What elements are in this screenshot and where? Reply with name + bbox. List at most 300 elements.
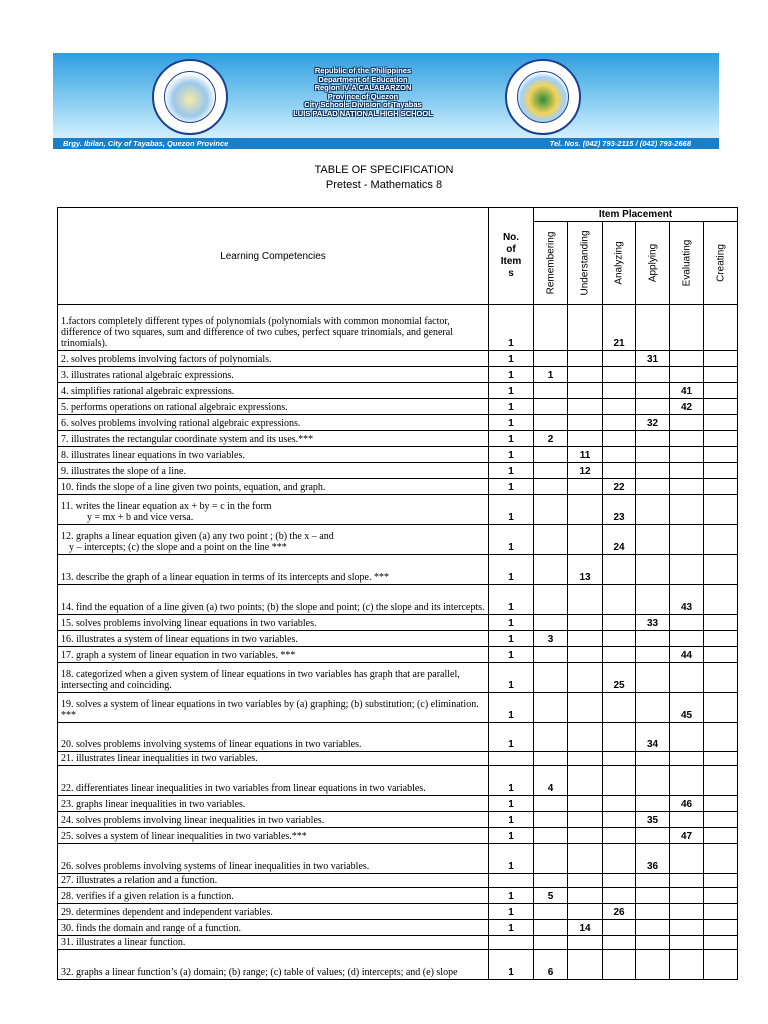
table-row (58, 447, 738, 463)
competency-text: 15. solves problems involving linear equations in two variables. (61, 618, 317, 629)
items-count-cell (489, 936, 534, 950)
org-line: City Schools Division of Tayabas (304, 100, 422, 110)
competency-text: 22. differentiates linear inequalities in two variables from linear equations in two variables. (61, 783, 426, 794)
placement-cell (568, 431, 603, 447)
placement-cell (568, 888, 603, 904)
school-telephone: Tel. Nos. (042) 793-2115 / (042) 793-2668 (549, 139, 691, 148)
competency-cell (58, 936, 489, 950)
placement-cell (704, 766, 738, 796)
table-row (58, 828, 738, 844)
placement-cell (670, 904, 704, 920)
placement-cell (568, 663, 603, 693)
placement-cell (534, 796, 568, 812)
placement-cell (670, 723, 704, 752)
placement-header: Item Placement (534, 208, 738, 222)
competency-cell (58, 796, 489, 812)
items-count-cell: 1 (489, 463, 534, 479)
items-count-cell: 1 (489, 367, 534, 383)
placement-cell: 42 (670, 399, 704, 415)
competency-text: 23. graphs linear inequalities in two variables. (61, 799, 246, 810)
competency-text: 29. determines dependent and independent variables. (61, 907, 273, 918)
placement-cell (670, 415, 704, 431)
items-count-cell: 1 (489, 351, 534, 367)
competency-text: 16. illustrates a system of linear equations in two variables. (61, 634, 298, 645)
placement-cell (704, 812, 738, 828)
items-count-cell: 1 (489, 305, 534, 351)
placement-cell (636, 796, 670, 812)
placement-cell (670, 663, 704, 693)
placement-cell (568, 647, 603, 663)
placement-cell (534, 920, 568, 936)
placement-cell (704, 463, 738, 479)
placement-cell (670, 479, 704, 495)
items-count-cell: 1 (489, 615, 534, 631)
table-row (58, 766, 738, 796)
placement-cell (704, 525, 738, 555)
contact-strip (53, 138, 719, 149)
items-count-cell: 1 (489, 555, 534, 585)
placement-cell: 21 (603, 305, 636, 351)
table-row (58, 796, 738, 812)
competency-text: 18. categorized when a given system of linear equations in two variables has graph that are parallel, intersecting and coinciding. (61, 669, 460, 691)
placement-cell (670, 888, 704, 904)
school-seal-icon (505, 59, 581, 135)
placement-cell (636, 904, 670, 920)
level-header: Remembering (534, 222, 568, 305)
competency-text: 12. graphs a linear equation given (a) any two point ; (b) the x – and (61, 531, 334, 542)
table-row (58, 752, 738, 766)
items-count-cell (489, 874, 534, 888)
placement-cell (704, 415, 738, 431)
placement-cell (704, 383, 738, 399)
placement-cell (603, 463, 636, 479)
items-count-cell: 1 (489, 631, 534, 647)
competency-text: 13. describe the graph of a linear equation in terms of its intercepts and slope. *** (61, 572, 389, 583)
items-count-cell: 1 (489, 415, 534, 431)
competency-text: 24. solves problems involving linear inequalities in two variables. (61, 815, 325, 826)
placement-cell: 34 (636, 723, 670, 752)
table-row (58, 904, 738, 920)
placement-cell (568, 495, 603, 525)
placement-cell: 11 (568, 447, 603, 463)
competency-cell (58, 367, 489, 383)
placement-cell: 3 (534, 631, 568, 647)
specification-table (57, 207, 738, 980)
placement-cell (636, 663, 670, 693)
items-count-cell: 1 (489, 812, 534, 828)
competency-text: 4. simplifies rational algebraic expressions. (61, 386, 235, 397)
placement-cell (704, 874, 738, 888)
placement-cell (704, 631, 738, 647)
competency-text: 7. illustrates the rectangular coordinate system and its uses.*** (61, 434, 314, 445)
placement-cell: 6 (534, 950, 568, 980)
placement-cell: 26 (603, 904, 636, 920)
competency-cell (58, 555, 489, 585)
deped-seal-icon (152, 59, 228, 135)
placement-cell (568, 936, 603, 950)
placement-cell (670, 631, 704, 647)
competency-cell (58, 693, 489, 723)
placement-cell (568, 415, 603, 431)
placement-cell (534, 936, 568, 950)
placement-cell (636, 693, 670, 723)
placement-cell (636, 463, 670, 479)
placement-cell (568, 367, 603, 383)
competency-cell (58, 828, 489, 844)
placement-cell (704, 367, 738, 383)
placement-cell (636, 383, 670, 399)
items-count-cell: 1 (489, 399, 534, 415)
placement-cell (704, 920, 738, 936)
level-header: Analyzing (603, 222, 636, 305)
placement-cell (568, 796, 603, 812)
placement-cell: 45 (670, 693, 704, 723)
placement-cell: 44 (670, 647, 704, 663)
competency-cell (58, 844, 489, 874)
placement-cell (603, 920, 636, 936)
placement-cell: 14 (568, 920, 603, 936)
table-row (58, 936, 738, 950)
competency-text: 10. finds the slope of a line given two points, equation, and graph. (61, 482, 326, 493)
placement-cell (670, 752, 704, 766)
table-row (58, 415, 738, 431)
placement-cell (568, 479, 603, 495)
placement-cell (534, 305, 568, 351)
items-count-cell: 1 (489, 383, 534, 399)
table-row (58, 383, 738, 399)
placement-cell (603, 950, 636, 980)
placement-cell (534, 693, 568, 723)
items-count-cell: 1 (489, 888, 534, 904)
competency-cell (58, 766, 489, 796)
placement-cell (636, 647, 670, 663)
placement-cell (534, 415, 568, 431)
competency-text: 3. illustrates rational algebraic expressions. (61, 370, 234, 381)
table-row (58, 615, 738, 631)
competency-text: 32. graphs a linear function’s (a) domain; (b) range; (c) table of values; (d) intercepts; and (e) slope (61, 967, 458, 978)
placement-cell: 43 (670, 585, 704, 615)
placement-cell (568, 844, 603, 874)
competency-text: 17. graph a system of linear equation in two variables. *** (61, 650, 296, 661)
placement-cell (534, 447, 568, 463)
placement-cell (670, 305, 704, 351)
placement-cell (670, 431, 704, 447)
placement-cell (534, 463, 568, 479)
placement-cell (704, 447, 738, 463)
placement-cell: 24 (603, 525, 636, 555)
placement-cell: 25 (603, 663, 636, 693)
placement-cell: 12 (568, 463, 603, 479)
placement-cell: 5 (534, 888, 568, 904)
table-row (58, 495, 738, 525)
items-count-cell (489, 752, 534, 766)
placement-cell (704, 555, 738, 585)
placement-cell (534, 723, 568, 752)
competency-text: 19. solves a system of linear equations in two variables by (a) graphing; (b) substitution; (c) elimination. *** (61, 699, 479, 721)
placement-cell: 31 (636, 351, 670, 367)
level-header: Creating (704, 222, 738, 305)
items-count-cell: 1 (489, 525, 534, 555)
level-header: Understanding (568, 222, 603, 305)
placement-cell (636, 950, 670, 980)
placement-cell: 13 (568, 555, 603, 585)
placement-cell (636, 888, 670, 904)
items-count-cell: 1 (489, 663, 534, 693)
placement-cell (704, 936, 738, 950)
placement-cell (534, 874, 568, 888)
table-row (58, 431, 738, 447)
placement-cell (534, 383, 568, 399)
placement-cell (704, 752, 738, 766)
org-line: Department of Education (318, 74, 408, 84)
items-count-cell: 1 (489, 647, 534, 663)
placement-cell (704, 950, 738, 980)
competency-cell (58, 631, 489, 647)
placement-cell (670, 447, 704, 463)
placement-cell (603, 585, 636, 615)
placement-cell (603, 874, 636, 888)
placement-cell (603, 936, 636, 950)
placement-cell (568, 631, 603, 647)
placement-cell (603, 647, 636, 663)
placement-cell (568, 874, 603, 888)
competency-cell (58, 495, 489, 525)
placement-cell (568, 351, 603, 367)
table-row (58, 585, 738, 615)
placement-cell (704, 828, 738, 844)
placement-cell (603, 383, 636, 399)
placement-cell (636, 431, 670, 447)
placement-cell (568, 585, 603, 615)
school-address: Brgy. Ibilan, City of Tayabas, Quezon Province (63, 139, 229, 148)
placement-cell (534, 479, 568, 495)
placement-cell (670, 766, 704, 796)
table-row (58, 647, 738, 663)
placement-cell: 33 (636, 615, 670, 631)
table-row (58, 305, 738, 351)
placement-cell (670, 615, 704, 631)
placement-cell (704, 399, 738, 415)
placement-cell: 2 (534, 431, 568, 447)
placement-cell (636, 920, 670, 936)
org-line: Region IV-A CALABARZON (314, 83, 412, 93)
placement-cell (534, 647, 568, 663)
items-count-cell: 1 (489, 447, 534, 463)
placement-cell (603, 888, 636, 904)
placement-cell (568, 950, 603, 980)
table-row (58, 888, 738, 904)
placement-cell (636, 936, 670, 950)
competency-text: 5. performs operations on rational algebraic expressions. (61, 402, 288, 413)
competency-text: 20. solves problems involving systems of linear equations in two variables. (61, 739, 362, 750)
placement-cell (603, 752, 636, 766)
table-row (58, 693, 738, 723)
table-row (58, 631, 738, 647)
competency-cell (58, 874, 489, 888)
placement-cell (636, 555, 670, 585)
table-row (58, 723, 738, 752)
competency-text: 30. finds the domain and range of a function. (61, 923, 241, 934)
placement-cell (568, 723, 603, 752)
table-row (58, 525, 738, 555)
org-line: Republic of the Philippines (314, 66, 412, 75)
items-count-cell: 1 (489, 796, 534, 812)
org-line: Province of Quezon (327, 91, 399, 101)
table-row (58, 555, 738, 585)
placement-cell (670, 874, 704, 888)
placement-cell (603, 415, 636, 431)
org-line: LUIS PALAD NATIONAL HIGH SCHOOL (293, 108, 433, 118)
placement-cell (603, 812, 636, 828)
level-header: Applying (636, 222, 670, 305)
document-subtitle: Pretest - Mathematics 8 (325, 179, 443, 191)
placement-cell: 1 (534, 367, 568, 383)
competency-text: 31. illustrates a linear function. (61, 937, 186, 948)
placement-cell (670, 812, 704, 828)
placement-cell (704, 495, 738, 525)
placement-cell (603, 615, 636, 631)
placement-cell (704, 663, 738, 693)
placement-cell (636, 525, 670, 555)
placement-cell (603, 631, 636, 647)
placement-cell (670, 525, 704, 555)
table-row (58, 479, 738, 495)
placement-cell (603, 399, 636, 415)
competency-cell (58, 663, 489, 693)
items-count-cell: 1 (489, 585, 534, 615)
placement-cell (534, 399, 568, 415)
placement-cell: 22 (603, 479, 636, 495)
table-row (58, 874, 738, 888)
items-count-cell: 1 (489, 495, 534, 525)
placement-cell (670, 555, 704, 585)
competency-cell (58, 904, 489, 920)
placement-cell (636, 828, 670, 844)
items-count-cell: 1 (489, 766, 534, 796)
competency-cell (58, 752, 489, 766)
placement-cell (636, 585, 670, 615)
placement-cell (670, 367, 704, 383)
competency-text: 27. illustrates a relation and a function. (61, 875, 218, 886)
placement-cell (704, 693, 738, 723)
competency-text-continued: y – intercepts; (c) the slope and a point on the line *** (69, 542, 287, 553)
organization-block (233, 67, 493, 119)
items-count-cell: 1 (489, 920, 534, 936)
placement-cell (603, 351, 636, 367)
competency-text: 8. illustrates linear equations in two variables. (61, 450, 245, 461)
placement-cell (568, 525, 603, 555)
items-header: No. of Item s (489, 208, 534, 305)
placement-cell (603, 766, 636, 796)
placement-cell (704, 351, 738, 367)
placement-cell (636, 399, 670, 415)
placement-cell (636, 305, 670, 351)
placement-cell (670, 495, 704, 525)
placement-cell (636, 447, 670, 463)
competency-cell (58, 525, 489, 555)
placement-cell (534, 752, 568, 766)
competency-cell (58, 920, 489, 936)
placement-cell: 46 (670, 796, 704, 812)
placement-cell (568, 615, 603, 631)
placement-cell (568, 693, 603, 723)
table-row (58, 463, 738, 479)
competency-cell (58, 812, 489, 828)
placement-cell (534, 844, 568, 874)
competency-text: 14. find the equation of a line given (a) two points; (b) the slope and point; (c) the slope and its intercepts. (61, 602, 485, 613)
placement-cell (670, 920, 704, 936)
placement-cell (568, 399, 603, 415)
placement-cell (603, 844, 636, 874)
placement-cell (534, 663, 568, 693)
placement-cell (704, 479, 738, 495)
placement-cell (603, 367, 636, 383)
competency-cell (58, 647, 489, 663)
placement-cell (704, 844, 738, 874)
competency-text-continued: y = mx + b and vice versa. (87, 512, 194, 523)
competency-text: 2. solves problems involving factors of polynomials. (61, 354, 272, 365)
placement-cell (704, 305, 738, 351)
placement-cell: 36 (636, 844, 670, 874)
placement-cell (636, 874, 670, 888)
competency-text: 6. solves problems involving rational algebraic expressions. (61, 418, 301, 429)
placement-cell (670, 351, 704, 367)
placement-cell (603, 693, 636, 723)
placement-cell (704, 904, 738, 920)
level-header: Evaluating (670, 222, 704, 305)
items-count-cell: 1 (489, 950, 534, 980)
placement-cell (534, 555, 568, 585)
placement-cell (568, 752, 603, 766)
placement-cell (670, 936, 704, 950)
placement-cell (670, 844, 704, 874)
placement-cell: 35 (636, 812, 670, 828)
document-title: TABLE OF SPECIFICATION (314, 164, 454, 176)
competency-cell (58, 399, 489, 415)
table-row (58, 367, 738, 383)
placement-cell (603, 555, 636, 585)
table-row (58, 920, 738, 936)
competency-cell (58, 305, 489, 351)
placement-cell (534, 904, 568, 920)
table-row (58, 844, 738, 874)
competency-text: 25. solves a system of linear inequalities in two variables.*** (61, 831, 307, 842)
competency-text: 21. illustrates linear inequalities in two variables. (61, 753, 258, 764)
placement-cell: 41 (670, 383, 704, 399)
competency-cell (58, 447, 489, 463)
items-count-cell: 1 (489, 723, 534, 752)
placement-cell: 32 (636, 415, 670, 431)
placement-cell (636, 631, 670, 647)
competency-text: 11. writes the linear equation ax + by = c in the form (61, 501, 272, 512)
placement-cell (603, 796, 636, 812)
placement-cell (636, 766, 670, 796)
table-row (58, 351, 738, 367)
items-count-cell: 1 (489, 479, 534, 495)
placement-cell (636, 752, 670, 766)
competency-cell (58, 431, 489, 447)
competency-cell (58, 723, 489, 752)
table-row (58, 950, 738, 980)
competency-cell (58, 383, 489, 399)
competency-cell (58, 351, 489, 367)
placement-cell (636, 495, 670, 525)
placement-cell (568, 305, 603, 351)
placement-cell: 47 (670, 828, 704, 844)
competency-header: Learning Competencies (58, 208, 489, 305)
competency-text: 9. illustrates the slope of a line. (61, 466, 186, 477)
placement-cell (636, 479, 670, 495)
